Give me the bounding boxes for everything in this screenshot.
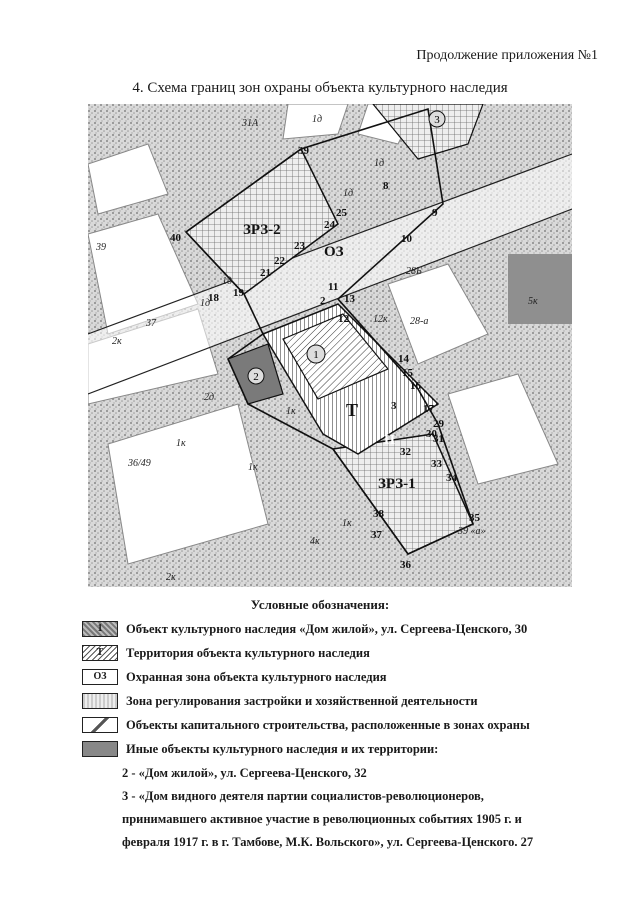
scheme-title: 4. Схема границ зон охраны объекта культурного наследия bbox=[132, 80, 508, 96]
legend-text-oz: Охранная зона объекта культурного наследия bbox=[126, 669, 387, 684]
zone-label-zrz1: ЗРЗ-1 bbox=[378, 476, 416, 492]
building-label-1k-b: 36/49 bbox=[128, 458, 151, 469]
point-label-12: 12 bbox=[338, 313, 349, 325]
building-label-1d-c: 1д bbox=[343, 188, 354, 199]
point-label-29: 29 bbox=[433, 418, 444, 430]
point-label-35: 35 bbox=[469, 512, 480, 524]
point-label-16: 16 bbox=[410, 380, 421, 392]
zone-label-oz: ОЗ bbox=[324, 244, 344, 260]
point-label-13: 13 bbox=[344, 293, 355, 305]
legend-swatch-zrz bbox=[82, 693, 118, 709]
point-label-2: 2 bbox=[320, 295, 326, 307]
point-label-3: 3 bbox=[391, 400, 397, 412]
legend-swatch-object: 1 bbox=[82, 621, 118, 637]
building-label-1d-e: 1д bbox=[200, 298, 211, 309]
svg-text:3: 3 bbox=[434, 114, 440, 126]
point-label-15: 15 bbox=[402, 367, 413, 379]
point-label-10: 10 bbox=[401, 233, 412, 245]
building-5k bbox=[508, 254, 572, 324]
svg-text:1: 1 bbox=[313, 349, 319, 361]
protection-zones-map bbox=[88, 104, 572, 587]
legend-swatch-oz: ОЗ bbox=[82, 669, 118, 685]
legend-text-territory: Территория объекта культурного наследия bbox=[126, 645, 370, 660]
building-label-12k: 12к bbox=[373, 314, 388, 325]
legend-item-territory bbox=[82, 641, 602, 665]
point-label-19: 19 bbox=[233, 287, 244, 299]
svg-text:2: 2 bbox=[253, 371, 259, 383]
legend-swatch-capital bbox=[82, 717, 118, 733]
building-label-1d-b: 1д bbox=[374, 158, 385, 169]
legend-item-oz bbox=[82, 665, 602, 689]
building-label-5k: 5к bbox=[528, 296, 538, 307]
zone-label-n: Н bbox=[384, 433, 395, 448]
building-label-39: 39 bbox=[96, 242, 106, 253]
building-label-37: 37 bbox=[146, 318, 156, 329]
legend-text-zrz: Зона регулирования застройки и хозяйственной деятельности bbox=[126, 693, 478, 708]
building-label-28a: 28-а bbox=[410, 316, 429, 327]
building-label-1d-a: 1д bbox=[312, 114, 323, 125]
zone-label-t: Т bbox=[346, 400, 359, 420]
point-label-39: 39 bbox=[298, 145, 309, 157]
point-label-11: 11 bbox=[328, 281, 339, 293]
point-label-21: 21 bbox=[260, 267, 271, 279]
building-label-31a: 31А bbox=[242, 118, 259, 129]
legend-text-capital: Объекты капитального строительства, расположенные в зонах охраны bbox=[126, 717, 530, 732]
legend-item-zrz bbox=[82, 689, 602, 713]
point-label-36: 36 bbox=[400, 559, 411, 571]
point-label-37: 37 bbox=[371, 529, 382, 541]
building-label-2k-a: 2к bbox=[112, 336, 122, 347]
circle-marker-3 bbox=[429, 111, 445, 127]
legend bbox=[82, 617, 602, 854]
point-label-9: 9 bbox=[432, 207, 438, 219]
point-label-22: 22 bbox=[274, 255, 285, 267]
building-label-1k-c: 1к bbox=[248, 462, 258, 473]
point-label-31: 31 bbox=[433, 433, 444, 445]
point-label-32: 32 bbox=[400, 446, 411, 458]
point-label-25: 25 bbox=[336, 207, 347, 219]
legend-sub-item-3-line2: принимавшего активное участие в революционных событиях 1905 г. и bbox=[122, 812, 522, 826]
building-label-36-49: 1к bbox=[176, 438, 186, 449]
legend-text-other: Иные объекты культурного наследия и их территории: bbox=[126, 741, 439, 756]
building-label-4k: 2к bbox=[166, 572, 176, 583]
point-label-17: 17 bbox=[423, 403, 434, 415]
building-label-1d-d: 1д bbox=[222, 276, 233, 287]
point-label-8: 8 bbox=[383, 180, 389, 192]
legend-item-capital bbox=[82, 713, 602, 737]
legend-title: Условные обозначения: bbox=[250, 597, 390, 612]
legend-sub-item-2: 2 - «Дом жилой», ул. Сергеева-Ценского, 32 bbox=[122, 766, 367, 780]
legend-item-other bbox=[82, 737, 602, 761]
legend-sub-item-3-line3: февраля 1917 г. в г. Тамбове, М.К. Вольского», ул. Сергеева-Ценского. 27 bbox=[122, 835, 534, 849]
circle-marker-1 bbox=[307, 345, 325, 363]
point-label-18: 18 bbox=[208, 292, 219, 304]
circle-marker-2 bbox=[248, 368, 264, 384]
building-label-28b: 28Б bbox=[406, 266, 422, 277]
point-label-33: 33 bbox=[431, 458, 442, 470]
legend-sub-item-3-line1: 3 - «Дом видного деятеля партии социалистов-революционеров, bbox=[122, 789, 484, 803]
point-label-14: 14 bbox=[398, 353, 409, 365]
building-label-1k-d: 4к bbox=[310, 536, 320, 547]
point-label-38: 38 bbox=[373, 508, 384, 520]
legend-item-object bbox=[82, 617, 602, 641]
point-label-34: 34 bbox=[446, 472, 457, 484]
legend-text-object: Объект культурного наследия «Дом жилой», ул. Сергеева-Ценского, 30 bbox=[126, 621, 528, 636]
building-label-2k-b: 39 «а» bbox=[458, 526, 486, 537]
point-label-23: 23 bbox=[294, 240, 305, 252]
point-label-30: 30 bbox=[426, 428, 437, 440]
legend-swatch-other bbox=[82, 741, 118, 757]
building-label-2d: 2д bbox=[204, 392, 215, 403]
point-label-24: 24 bbox=[324, 219, 335, 231]
appendix-label: Продолжение приложения №1 bbox=[416, 48, 598, 63]
building-label-39a: 1к bbox=[342, 518, 352, 529]
zone-label-zrz2: ЗРЗ-2 bbox=[243, 222, 281, 238]
building-label-1k-a: 1к bbox=[286, 406, 296, 417]
legend-swatch-territory: Т bbox=[82, 645, 118, 661]
point-label-40: 40 bbox=[170, 232, 181, 244]
